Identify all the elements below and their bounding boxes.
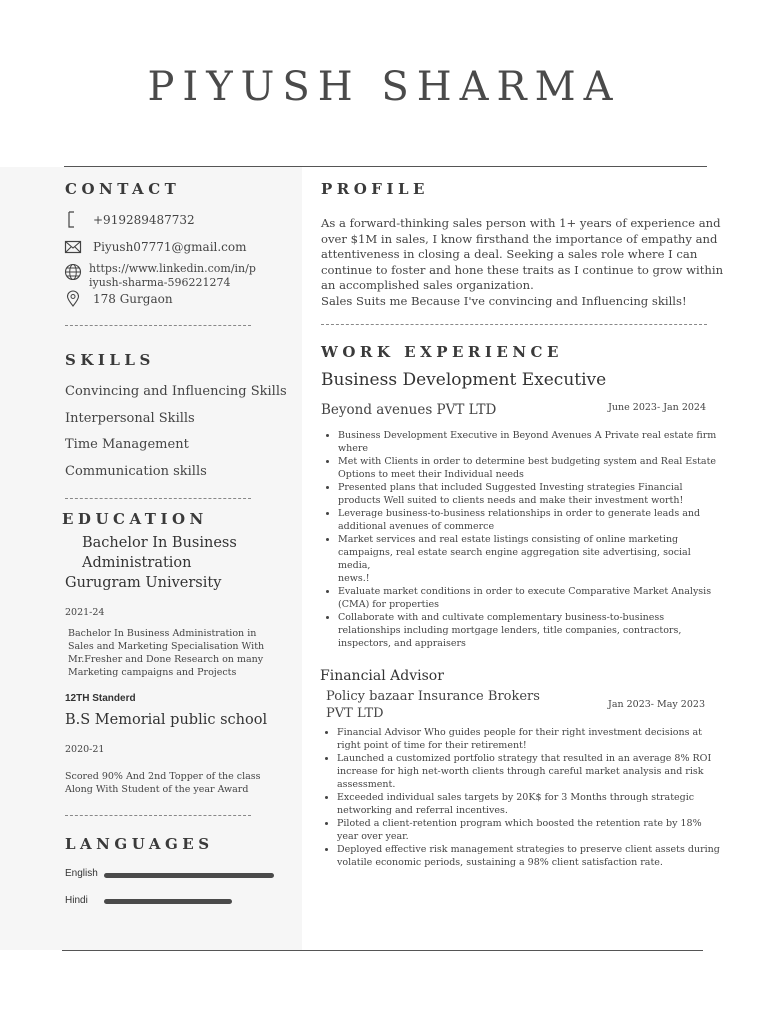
job-title: Financial Advisor bbox=[320, 668, 444, 684]
profile-divider bbox=[321, 324, 707, 325]
education-heading: EDUCATION bbox=[62, 510, 208, 528]
languages-heading: LANGUAGES bbox=[65, 835, 214, 853]
degree-description-line: Bachelor In Business Administration in bbox=[68, 628, 257, 639]
bullet-line: where bbox=[338, 443, 369, 454]
profile-line: an accomplished sales organization. bbox=[321, 278, 534, 293]
bullet-line: • Deployed effective risk management strategies to preserve client assets during bbox=[337, 844, 720, 855]
skill-item: Time Management bbox=[65, 437, 189, 452]
bullet-line: additional avenues of commerce bbox=[338, 521, 495, 532]
language-name: Hindi bbox=[65, 895, 88, 906]
job-bullet bbox=[338, 507, 723, 533]
degree-years: 2021-24 bbox=[65, 607, 105, 618]
bullet-line: • Market services and real estate listings consisting of online marketing bbox=[338, 534, 679, 545]
language-level-bar bbox=[104, 899, 232, 904]
company-name bbox=[326, 688, 540, 722]
bullet-line: • Launched a customized portfolio strategy that resulted in an average 8% ROI bbox=[337, 753, 712, 764]
globe-icon bbox=[64, 263, 82, 281]
contact-heading: CONTACT bbox=[65, 180, 181, 198]
degree-description-line: Mr.Fresher and Done Research on many bbox=[68, 654, 264, 665]
company-line: Policy bazaar Insurance Brokers bbox=[326, 689, 540, 704]
bullet-line: • Presented plans that included Suggested Investing strategies Financial bbox=[338, 482, 683, 493]
footer-divider bbox=[62, 950, 703, 951]
location-pin-icon bbox=[64, 290, 82, 308]
school-description bbox=[65, 770, 261, 796]
bullet-line: • Business Development Executive in Beyond Avenues A Private real estate firm bbox=[338, 430, 717, 441]
bullet-line: networking and referral incentives. bbox=[337, 805, 508, 816]
school-description-line: Scored 90% And 2nd Topper of the class bbox=[65, 771, 261, 782]
bullet-line: relationships including mortgage lenders, title companies, contractors, bbox=[338, 625, 682, 636]
profile-line: continue to foster and hone these traits as I continue to grow within bbox=[321, 262, 724, 277]
bullet-line: increase for high net-worth clients through careful market analysis and risk bbox=[337, 766, 704, 777]
company-name: Beyond avenues PVT LTD bbox=[321, 402, 497, 418]
job-bullet bbox=[337, 752, 723, 791]
profile-line: attentiveness in closing a deal. Seeking a sales role where I can bbox=[321, 247, 698, 262]
profile-line: As a forward-thinking sales person with 1+ years of experience and bbox=[321, 216, 721, 230]
bullet-line: volatile economic periods, sustaining a 98% client satisfaction rate. bbox=[337, 857, 663, 868]
degree-description bbox=[68, 627, 264, 679]
degree-title bbox=[82, 533, 237, 573]
job-dates: June 2023- Jan 2024 bbox=[608, 402, 706, 413]
language-level-bar bbox=[104, 873, 274, 878]
contact-linkedin[interactable] bbox=[89, 262, 256, 290]
bullet-line: campaigns, real estate search engine aggregation site advertising, social media, bbox=[338, 547, 691, 571]
bullet-line: • Exceeded individual sales targets by 20K$ for 3 Months through strategic bbox=[337, 792, 695, 803]
bullet-line: year over year. bbox=[337, 831, 409, 842]
job-bullet bbox=[338, 533, 723, 585]
profile-line: Sales Suits me Because I've convincing and Influencing skills! bbox=[321, 293, 687, 308]
school-description-line: Along With Student of the year Award bbox=[65, 784, 249, 795]
bullet-line: news.! bbox=[338, 573, 370, 584]
university-name: Gurugram University bbox=[65, 575, 222, 591]
job-bullet bbox=[337, 726, 723, 752]
job-bullet bbox=[337, 843, 723, 869]
job-bullet bbox=[338, 455, 723, 481]
job-dates: Jan 2023- May 2023 bbox=[608, 699, 705, 710]
linkedin-line-1: https://www.linkedin.com/in/p bbox=[89, 262, 256, 275]
job-bullet bbox=[338, 611, 723, 650]
linkedin-line-2: iyush-sharma-596221274 bbox=[89, 276, 231, 289]
school-name: B.S Memorial public school bbox=[65, 712, 268, 728]
bullet-line: assessment. bbox=[337, 779, 396, 790]
profile-heading: PROFILE bbox=[321, 180, 429, 198]
contact-divider bbox=[65, 325, 251, 326]
bullet-line: • Collaborate with and cultivate complementary business-to-business bbox=[338, 612, 665, 623]
profile-text bbox=[321, 216, 723, 310]
bullet-line: • Evaluate market conditions in order to execute Comparative Market Analysis bbox=[338, 586, 712, 597]
job-bullet bbox=[338, 481, 723, 507]
contact-email[interactable]: Piyush07771@gmail.com bbox=[93, 240, 247, 254]
bullet-line: • Met with Clients in order to determine best budgeting system and Real Estate bbox=[338, 456, 717, 467]
degree-line-2: Administration bbox=[82, 555, 192, 571]
school-level: 12TH Standerd bbox=[65, 693, 136, 704]
job-bullet bbox=[338, 429, 723, 455]
phone-icon bbox=[63, 211, 81, 229]
education-divider bbox=[65, 815, 251, 816]
contact-phone: +919289487732 bbox=[93, 213, 195, 227]
skills-divider bbox=[65, 498, 251, 499]
school-years: 2020-21 bbox=[65, 744, 105, 755]
skill-item: Interpersonal Skills bbox=[65, 411, 195, 426]
job-bullet bbox=[337, 817, 723, 843]
degree-description-line: Sales and Marketing Specialisation With bbox=[68, 641, 265, 652]
language-name: English bbox=[65, 868, 98, 879]
company-line: PVT LTD bbox=[326, 706, 384, 721]
bullet-line: Options to meet their Individual needs bbox=[338, 469, 524, 480]
job-bullet-list bbox=[320, 726, 723, 869]
bullet-line: • Leverage business-to-business relationships in order to generate leads and bbox=[338, 508, 701, 519]
profile-line: over $1M in sales, I know firsthand the importance of empathy and bbox=[321, 231, 718, 246]
job-bullet-list bbox=[321, 429, 723, 650]
job-bullet bbox=[338, 585, 723, 611]
degree-line-1: Bachelor In Business bbox=[82, 535, 237, 551]
bullet-line: • Financial Advisor Who guides people for their right investment decisions at bbox=[337, 727, 702, 738]
degree-description-line: Marketing campaigns and Projects bbox=[68, 667, 237, 678]
job-bullet bbox=[337, 791, 723, 817]
skills-heading: SKILLS bbox=[65, 351, 155, 369]
envelope-icon bbox=[64, 238, 82, 256]
skill-item: Communication skills bbox=[65, 464, 207, 479]
candidate-name: PIYUSH SHARMA bbox=[147, 64, 621, 110]
skill-item: Convincing and Influencing Skills bbox=[65, 384, 287, 399]
bullet-line: (CMA) for properties bbox=[338, 599, 440, 610]
bullet-line: • Piloted a client-retention program which boosted the retention rate by 18% bbox=[337, 818, 702, 829]
bullet-line: right point of time for their retirement! bbox=[337, 740, 527, 751]
job-title: Business Development Executive bbox=[321, 370, 607, 390]
work-experience-heading: WORK EXPERIENCE bbox=[321, 343, 563, 361]
bullet-line: products Well suited to clients needs and make their investment worth! bbox=[338, 495, 684, 506]
contact-address: 178 Gurgaon bbox=[93, 292, 173, 306]
bullet-line: inspectors, and appraisers bbox=[338, 638, 466, 649]
